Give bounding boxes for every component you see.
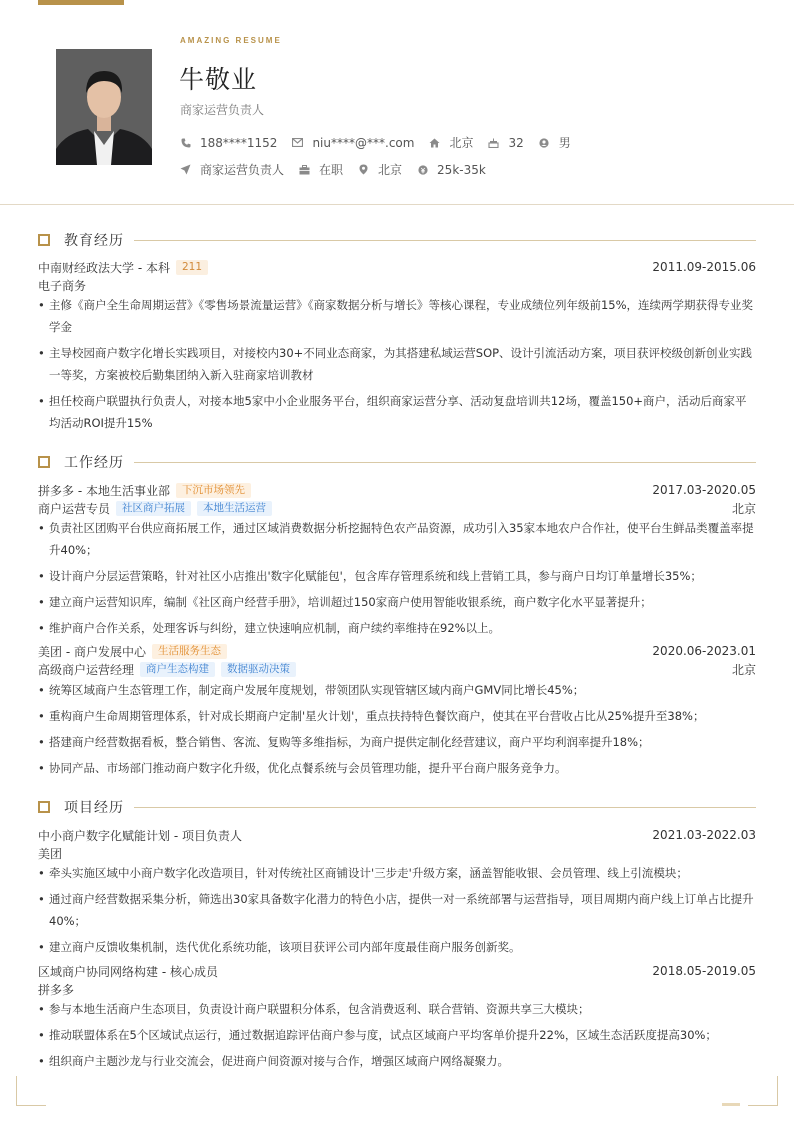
company-tag: 下沉市场领先	[176, 483, 251, 498]
project-bullet: • 推动联盟体系在5个区域试点运行，通过数据追踪评估商户参与度，试点区域商户平均客单价提升22%，区域生态活跃度提高30%；	[38, 1024, 756, 1046]
briefcase-icon	[299, 164, 310, 175]
education-bullet: • 主导校园商户数字化增长实践项目，对接校内30+不同业态商家，为其搭建私域运营SOP、设计引流活动方案，项目获评校级创新创业实践一等奖，方案被校后勤集团纳入新入驻商家培训教材	[38, 342, 756, 386]
school-name: 中南财经政法大学 - 本科	[38, 260, 170, 275]
employment-status-text: 在职	[319, 163, 344, 177]
phone-info	[180, 136, 277, 150]
section-divider	[134, 240, 756, 241]
cake-icon	[488, 137, 499, 148]
section-marker-icon	[38, 234, 50, 246]
company-name: 美团 - 商户发展中心	[38, 644, 146, 659]
project-header	[38, 826, 756, 844]
gender-icon	[539, 137, 550, 148]
company-name: 拼多多 - 本地生活事业部	[38, 483, 170, 498]
education-section-header	[38, 230, 756, 250]
candidate-name: 牛敬业	[179, 65, 258, 94]
job-role: 高级商户运营经理	[38, 662, 135, 677]
job-bullet: • 建立商户运营知识库，编制《社区商户经营手册》，培训超过150家商户使用智能收银系统，商户数字化水平显著提升；	[38, 591, 756, 613]
gender-info	[539, 134, 571, 151]
section-marker-icon	[38, 456, 50, 468]
project-org-line	[38, 980, 756, 998]
corner-decoration	[748, 1076, 778, 1106]
project-bullet: • 组织商户主题沙龙与行业交流会，促进商户间资源对接与合作，增强区域商户网络凝聚力。	[38, 1050, 756, 1072]
project-org: 美团	[38, 846, 63, 861]
job-role: 商户运营专员	[38, 501, 111, 516]
corner-decoration	[16, 1076, 46, 1106]
education-bullet: • 担任校商户联盟执行负责人，对接本地5家中小企业服务平台，组织商家运营分享、活动复盘培训共12场，覆盖150+商户，活动后商家平均活动ROI提升15%	[38, 390, 756, 434]
email-text: niu****@***.com	[312, 135, 415, 150]
major-name: 电子商务	[38, 278, 87, 293]
job-bullet: • 搭建商户经营数据看板，整合销售、客流、复购等多维指标，为商户提供定制化经营建议，商户平均利润率提升18%；	[38, 731, 756, 753]
education-major-line	[38, 276, 756, 294]
company-tag: 生活服务生态	[152, 644, 227, 659]
role-tag: 本地生活运营	[197, 501, 272, 516]
candidate-title: 商家运营负责人	[180, 103, 265, 117]
project-header	[38, 962, 756, 980]
project-date: 2021.03-2022.03	[652, 828, 756, 842]
brand-label: AMAZING RESUME	[180, 36, 282, 45]
job-bullet: • 负责社区团购平台供应商拓展工作，通过区域消费数据分析挖掘特色农产品资源，成功引入35家本地农户合作社，使平台生鲜品类覆盖率提升40%；	[38, 517, 756, 561]
section-divider	[134, 462, 756, 463]
target-position-text: 商家运营负责人	[200, 163, 285, 177]
home-icon	[429, 137, 440, 148]
education-section-title: 教育经历	[64, 233, 124, 249]
job-bullet: • 设计商户分层运营策略，针对社区小店推出'数字化赋能包'，包含库存管理系统和线上营销工具，参与商户日均订单量增长35%；	[38, 565, 756, 587]
job-role-line	[38, 660, 756, 678]
job-date: 2020.06-2023.01	[652, 644, 756, 658]
page-footer-mark	[722, 1103, 740, 1106]
send-icon	[180, 164, 191, 175]
job-header	[38, 642, 756, 660]
project-bullet: • 参与本地生活商户生态项目，负责设计商户联盟积分体系，包含消费返利、联合营销、资源共享三大模块；	[38, 998, 756, 1020]
phone-icon	[180, 137, 191, 148]
location-pin-icon	[358, 164, 369, 175]
role-tag: 商户生态构建	[140, 662, 215, 677]
job-city: 北京	[731, 662, 756, 677]
project-name: 中小商户数字化赋能计划 - 项目负责人	[38, 828, 242, 843]
projects-section-header	[38, 797, 756, 817]
job-role-line	[38, 499, 756, 517]
section-divider	[134, 807, 756, 808]
home-city-text: 北京	[449, 136, 474, 150]
project-org-line	[38, 844, 756, 862]
work-section-header	[38, 452, 756, 472]
school-tag: 211	[176, 260, 208, 275]
profile-photo	[56, 49, 152, 165]
phone-text: 188****1152	[200, 135, 278, 150]
email-info	[292, 136, 414, 150]
job-bullet: • 维护商户合作关系，处理客诉与纠纷，建立快速响应机制，商户续约率维持在92%以上。	[38, 617, 756, 639]
job-header	[38, 481, 756, 499]
project-org: 拼多多	[38, 982, 75, 997]
job-date: 2017.03-2020.05	[652, 483, 756, 497]
target-city-text: 北京	[378, 163, 403, 177]
education-date: 2011.09-2015.06	[652, 260, 756, 274]
education-entry-header	[38, 258, 756, 276]
employment-status-info	[299, 161, 343, 178]
job-bullet: • 协同产品、市场部门推动商户数字化升级，优化点餐系统与会员管理功能，提升平台商户服务竞争力。	[38, 757, 756, 779]
project-name: 区域商户协同网络构建 - 核心成员	[38, 964, 218, 979]
salary-text: 25k-35k	[437, 162, 486, 177]
education-bullet: • 主修《商户全生命周期运营》《零售场景流量运营》《商家数据分析与增长》等核心课程，专业成绩位列年级前15%，连续两学期获得专业奖学金	[38, 294, 756, 338]
work-section-title: 工作经历	[64, 455, 124, 471]
salary-icon	[417, 164, 428, 175]
gender-text: 男	[558, 136, 571, 150]
target-position-info	[180, 161, 284, 178]
age-text: 32	[508, 135, 524, 150]
resume-header	[0, 0, 794, 205]
target-city-info	[358, 161, 402, 178]
contact-info-row	[180, 134, 586, 151]
age-info	[488, 136, 523, 150]
role-tag: 社区商户拓展	[116, 501, 191, 516]
projects-section-title: 项目经历	[64, 800, 124, 816]
project-bullet: • 牵头实施区域中小商户数字化改造项目，针对传统社区商铺设计'三步走'升级方案，涵盖智能收银、会员管理、线上引流模块；	[38, 862, 756, 884]
job-city: 北京	[731, 501, 756, 516]
project-bullet: • 通过商户经营数据采集分析，筛选出30家具备数字化潜力的特色小店，提供一对一系统部署与运营指导，项目周期内商户线上订单占比提升40%；	[38, 888, 756, 932]
salary-info	[417, 163, 486, 177]
section-marker-icon	[38, 801, 50, 813]
home-city-info	[429, 134, 473, 151]
project-bullet: • 建立商户反馈收集机制，迭代优化系统功能，该项目获评公司内部年度最佳商户服务创新奖。	[38, 936, 756, 958]
job-intent-row	[180, 161, 501, 178]
job-bullet: • 重构商户生命周期管理体系，针对成长期商户定制'星火计划'，重点扶持特色餐饮商户，使其在平台营收占比从25%提升至38%；	[38, 705, 756, 727]
job-bullet: • 统筹区域商户生态管理工作，制定商户发展年度规划，带领团队实现管辖区域内商户GMV同比增长45%；	[38, 679, 756, 701]
role-tag: 数据驱动决策	[221, 662, 296, 677]
project-date: 2018.05-2019.05	[652, 964, 756, 978]
mail-icon	[292, 137, 303, 148]
